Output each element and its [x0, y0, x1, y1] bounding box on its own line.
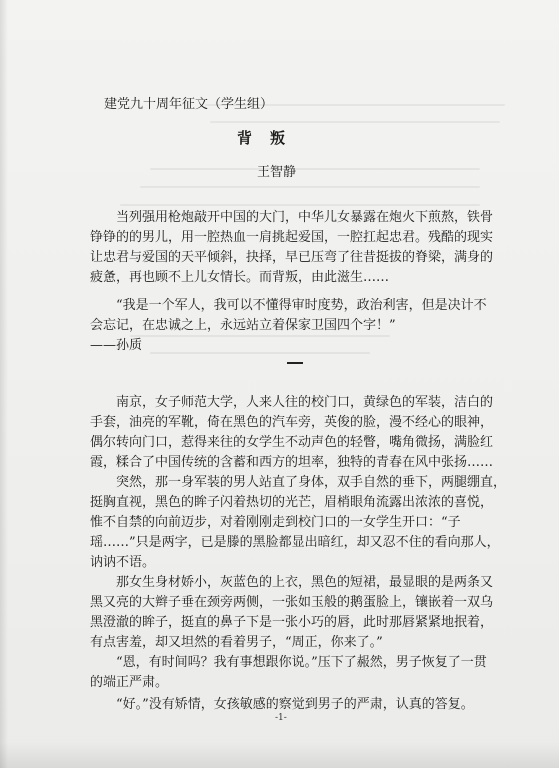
- text-line: 挺胸直视，黑色的眸子闪着热切的光芒，眉梢眼角流露出浓浓的喜悦，: [90, 495, 494, 510]
- text-line: 南京，女子师范大学，人来人往的校门口，黄绿色的军装，洁白的: [116, 395, 494, 410]
- body-paragraph: [90, 573, 494, 653]
- text-line: “恩，有时间吗？我有事想跟你说。”压下了赧然，男子恢复了一贯: [116, 655, 487, 670]
- text-line: 铮铮的的男儿，用一腔热血一肩挑起爱国，一腔扛起忠君。残酷的现实: [90, 230, 494, 245]
- page-bottom-shadow: [0, 742, 559, 768]
- text-line: “好。”没有矫情，女孩敏感的察觉到男子的严肃，认真的答复。: [116, 697, 474, 712]
- bleed-through-texture: [120, 204, 480, 206]
- article-title: 背叛: [237, 129, 304, 147]
- bleed-through-texture: [210, 121, 500, 123]
- text-line: 讷讷不语。: [90, 555, 156, 570]
- body-paragraph: [90, 695, 475, 715]
- text-line: 疲惫，再也顾不上儿女情长。而背叛，由此滋生……: [90, 270, 390, 285]
- section-marker: [287, 362, 303, 364]
- text-line: 有点害羞，却又坦然的看着男子，“周正，你来了。”: [90, 635, 383, 650]
- text-line: 会忘记，在忠诚之上，永远站立着保家卫国四个字！”: [90, 318, 396, 333]
- epigraph-quote: [90, 296, 487, 356]
- text-line: 那女生身材娇小，灰蓝色的上衣，黑色的短裙，最显眼的是两条又: [116, 575, 494, 590]
- text-line: 黑澄澈的眸子，挺直的鼻子下是一张小巧的唇，此时那唇紧紧地抿着，: [90, 615, 494, 630]
- bleed-through-texture: [140, 186, 480, 188]
- text-line: “我是一个军人，我可以不懂得审时度势，政治利害，但是决计不: [116, 298, 487, 313]
- text-line: 偶尔转向门口，惹得来往的女学生不动声色的轻瞥，嘴角微扬，满脸红: [90, 435, 494, 450]
- body-paragraph: [90, 393, 494, 473]
- text-line: 的端正严肃。: [90, 675, 169, 690]
- text-line: 突然，那一身军装的男人站直了身体，双手自然的垂下，两腿绷直，: [116, 475, 507, 490]
- page-edge-shadow: [0, 0, 8, 768]
- text-line: 霞，糅合了中国传统的含蓄和西方的坦率，独特的青春在风中张扬……: [90, 455, 494, 470]
- text-line: 手套，油亮的军靴，倚在黑色的汽车旁，英俊的脸，漫不经心的眼神，: [90, 415, 494, 430]
- intro-paragraph: [90, 208, 494, 288]
- article-series-label: 建党九十周年征文（学生组）: [104, 97, 274, 112]
- body-paragraph: [90, 473, 507, 573]
- bleed-through-texture: [150, 168, 480, 170]
- page-number: -1-: [275, 713, 287, 723]
- quote-attribution: ——孙质: [90, 338, 143, 353]
- article-author: 王智静: [257, 165, 297, 180]
- text-line: 让忠君与爱国的天平倾斜，抉择，早已压弯了往昔挺拔的脊梁，满身的: [90, 250, 494, 265]
- text-line: 瑶……”只是两字，已是滕的黑脸都显出暗红，却又忍不住的看向那人，: [90, 535, 500, 550]
- text-line: 惟不自禁的向前迈步，对着刚刚走到校门口的一女学生开口：“子: [90, 515, 461, 530]
- body-paragraph: [90, 653, 487, 693]
- text-line: 黑又亮的大辫子垂在颈旁两侧，一张如玉般的鹅蛋脸上，镶嵌着一双乌: [90, 595, 494, 610]
- text-line: 当列强用枪炮敲开中国的大门，中华儿女暴露在炮火下煎熬，铁骨: [116, 210, 494, 225]
